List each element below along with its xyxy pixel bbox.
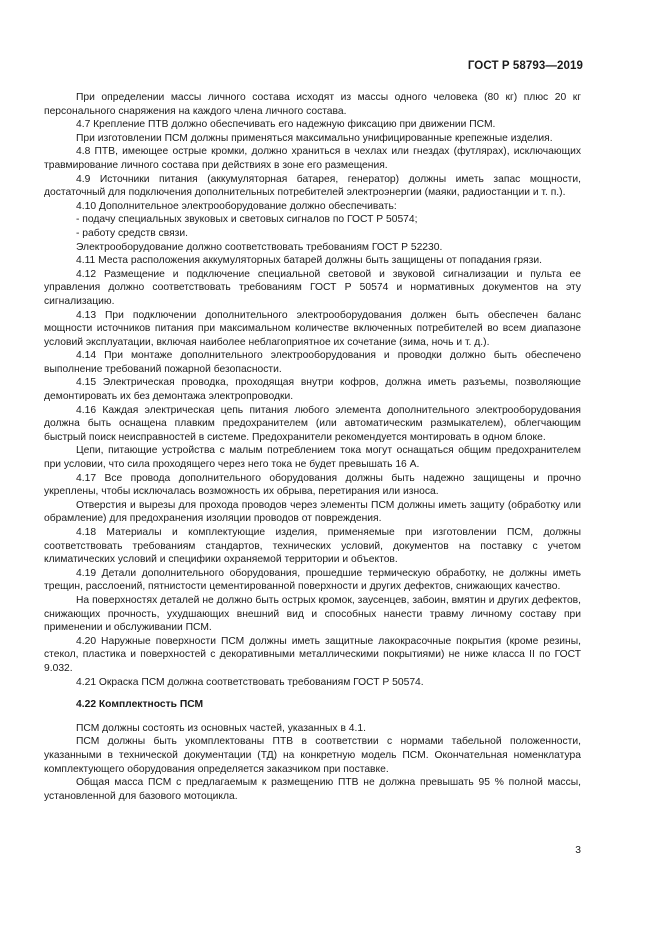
- standard-code: ГОСТ Р 58793—2019: [467, 60, 583, 72]
- paragraph: Цепи, питающие устройства с малым потреблением тока могут оснащаться общим предохранителем при условии, что сила проходящего через него тока не будет превышать 16 А.: [44, 445, 581, 471]
- clause-4-20: 4.20 Наружные поверхности ПСМ должны иметь защитные лакокрасочные покрытия (кроме резины, стекол, пластика и поверхностей с декоративными металлическими покрытиями) не ниже класса II по ГОСТ 9.032.: [44, 635, 581, 674]
- clause-4-13: 4.13 При подключении дополнительного электрооборудования должен быть обеспечен баланс мощности источников питания при максимальном количестве включенных потребителей во всем диапазоне условий эксплуатации, включая наиболее неблагоприятное их сочетание (зима, ночь и т. д.).: [44, 309, 581, 348]
- list-item: - работу средств связи.: [76, 227, 188, 239]
- paragraph: При определении массы личного состава исходят из массы одного человека (80 кг) плюс 20 кг персонального снаряжения на каждого члена личного состава.: [44, 92, 581, 117]
- clause-4-21: 4.21 Окраска ПСМ должна соответствовать требованиям ГОСТ Р 50574.: [76, 676, 424, 688]
- paragraph: ПСМ должны состоять из основных частей, указанных в 4.1.: [76, 722, 366, 734]
- paragraph: Электрооборудование должно соответствовать требованиям ГОСТ Р 52230.: [76, 241, 443, 253]
- paragraph: ПСМ должны быть укомплектованы ПТВ в соответствии с нормами табельной положенности, указанными в технической документации (ТД) на конкретную модель ПСМ. Окончательная номенклатура комплектующего оборудования определяется заказчиком при поставке.: [44, 736, 581, 775]
- section-heading: 4.22 Комплектность ПСМ: [76, 699, 204, 711]
- clause-4-8: 4.8 ПТВ, имеющее острые кромки, должно храниться в чехлах или гнездах (футлярах), исключающих травмирование личного состава при действиях в зоне его размещения.: [44, 146, 581, 171]
- clause-4-18: 4.18 Материалы и комплектующие изделия, применяемые при изготовлении ПСМ, должны соответствовать требованиям стандартов, технических условий, документов на поставку с учетом климатических условий и специфики охраняемой территории и объектов.: [44, 527, 581, 566]
- clause-4-9: 4.9 Источники питания (аккумуляторная батарея, генератор) должны иметь запас мощности, достаточный для подключения дополнительных потребителей электроэнергии (маяки, радиостанции и т. п.).: [44, 173, 581, 199]
- clause-4-17: 4.17 Все провода дополнительного оборудования должны быть надежно защищены и прочно укреплены, чтобы исключалась возможность их обрыва, перетирания или износа.: [44, 472, 581, 498]
- clause-4-14: 4.14 При монтаже дополнительного электрооборудования и проводки должно быть обеспечено выполнение требований пожарной безопасности.: [44, 350, 581, 375]
- paragraph: При изготовлении ПСМ должны применяться максимально унифицированные крепежные изделия.: [76, 132, 553, 144]
- clause-4-16: 4.16 Каждая электрическая цепь питания любого элемента дополнительного электрооборудования должна быть оснащена плавким предохранителем (или автоматическим размыкателем), облегчающим быстрый поиск неисправностей в системе. Предохранители рекомендуется монтировать в одном блоке.: [44, 404, 581, 443]
- clause-4-12: 4.12 Размещение и подключение специальной световой и звуковой сигнализации и пульта ее управления должно соответствовать требованиям ГОСТ Р 50574 и нормативных документов на эту сигнализацию.: [44, 268, 581, 307]
- clause-4-7: 4.7 Крепление ПТВ должно обеспечивать его надежную фиксацию при движении ПСМ.: [76, 119, 496, 131]
- clause-4-15: 4.15 Электрическая проводка, проходящая внутри кофров, должна иметь разъемы, позволяющие демонтировать их без демонтажа электропроводки.: [44, 377, 581, 403]
- paragraph: На поверхностях деталей не должно быть острых кромок, заусенцев, забоин, вмятин и других дефектов, снижающих прочность, ухудшающих внешний вид и способных нанести травму личному составу при применении и обслуживании ПСМ.: [44, 594, 581, 634]
- clause-4-11: 4.11 Места расположения аккумуляторных батарей должны быть защищены от попадания грязи.: [76, 255, 542, 267]
- clause-4-10: 4.10 Дополнительное электрооборудование должно обеспечивать:: [76, 200, 397, 212]
- list-item: - подачу специальных звуковых и световых сигналов по ГОСТ Р 50574;: [76, 214, 418, 226]
- paragraph: Отверстия и вырезы для прохода проводов через элементы ПСМ должны иметь защиту (обработку или обрамление) для предохранения изоляции проводов от повреждения.: [44, 499, 581, 525]
- clause-4-19: 4.19 Детали дополнительного оборудования, прошедшие термическую обработку, не должны иметь трещин, расслоений, пятнистости цементированной поверхности и других дефектов, снижающих качество.: [44, 567, 581, 593]
- page-number: 3: [575, 845, 581, 856]
- paragraph: Общая масса ПСМ с предлагаемым к размещению ПТВ не должна превышать 95 % полной массы, установленной для базового мотоцикла.: [44, 777, 581, 802]
- document-body: [44, 91, 581, 803]
